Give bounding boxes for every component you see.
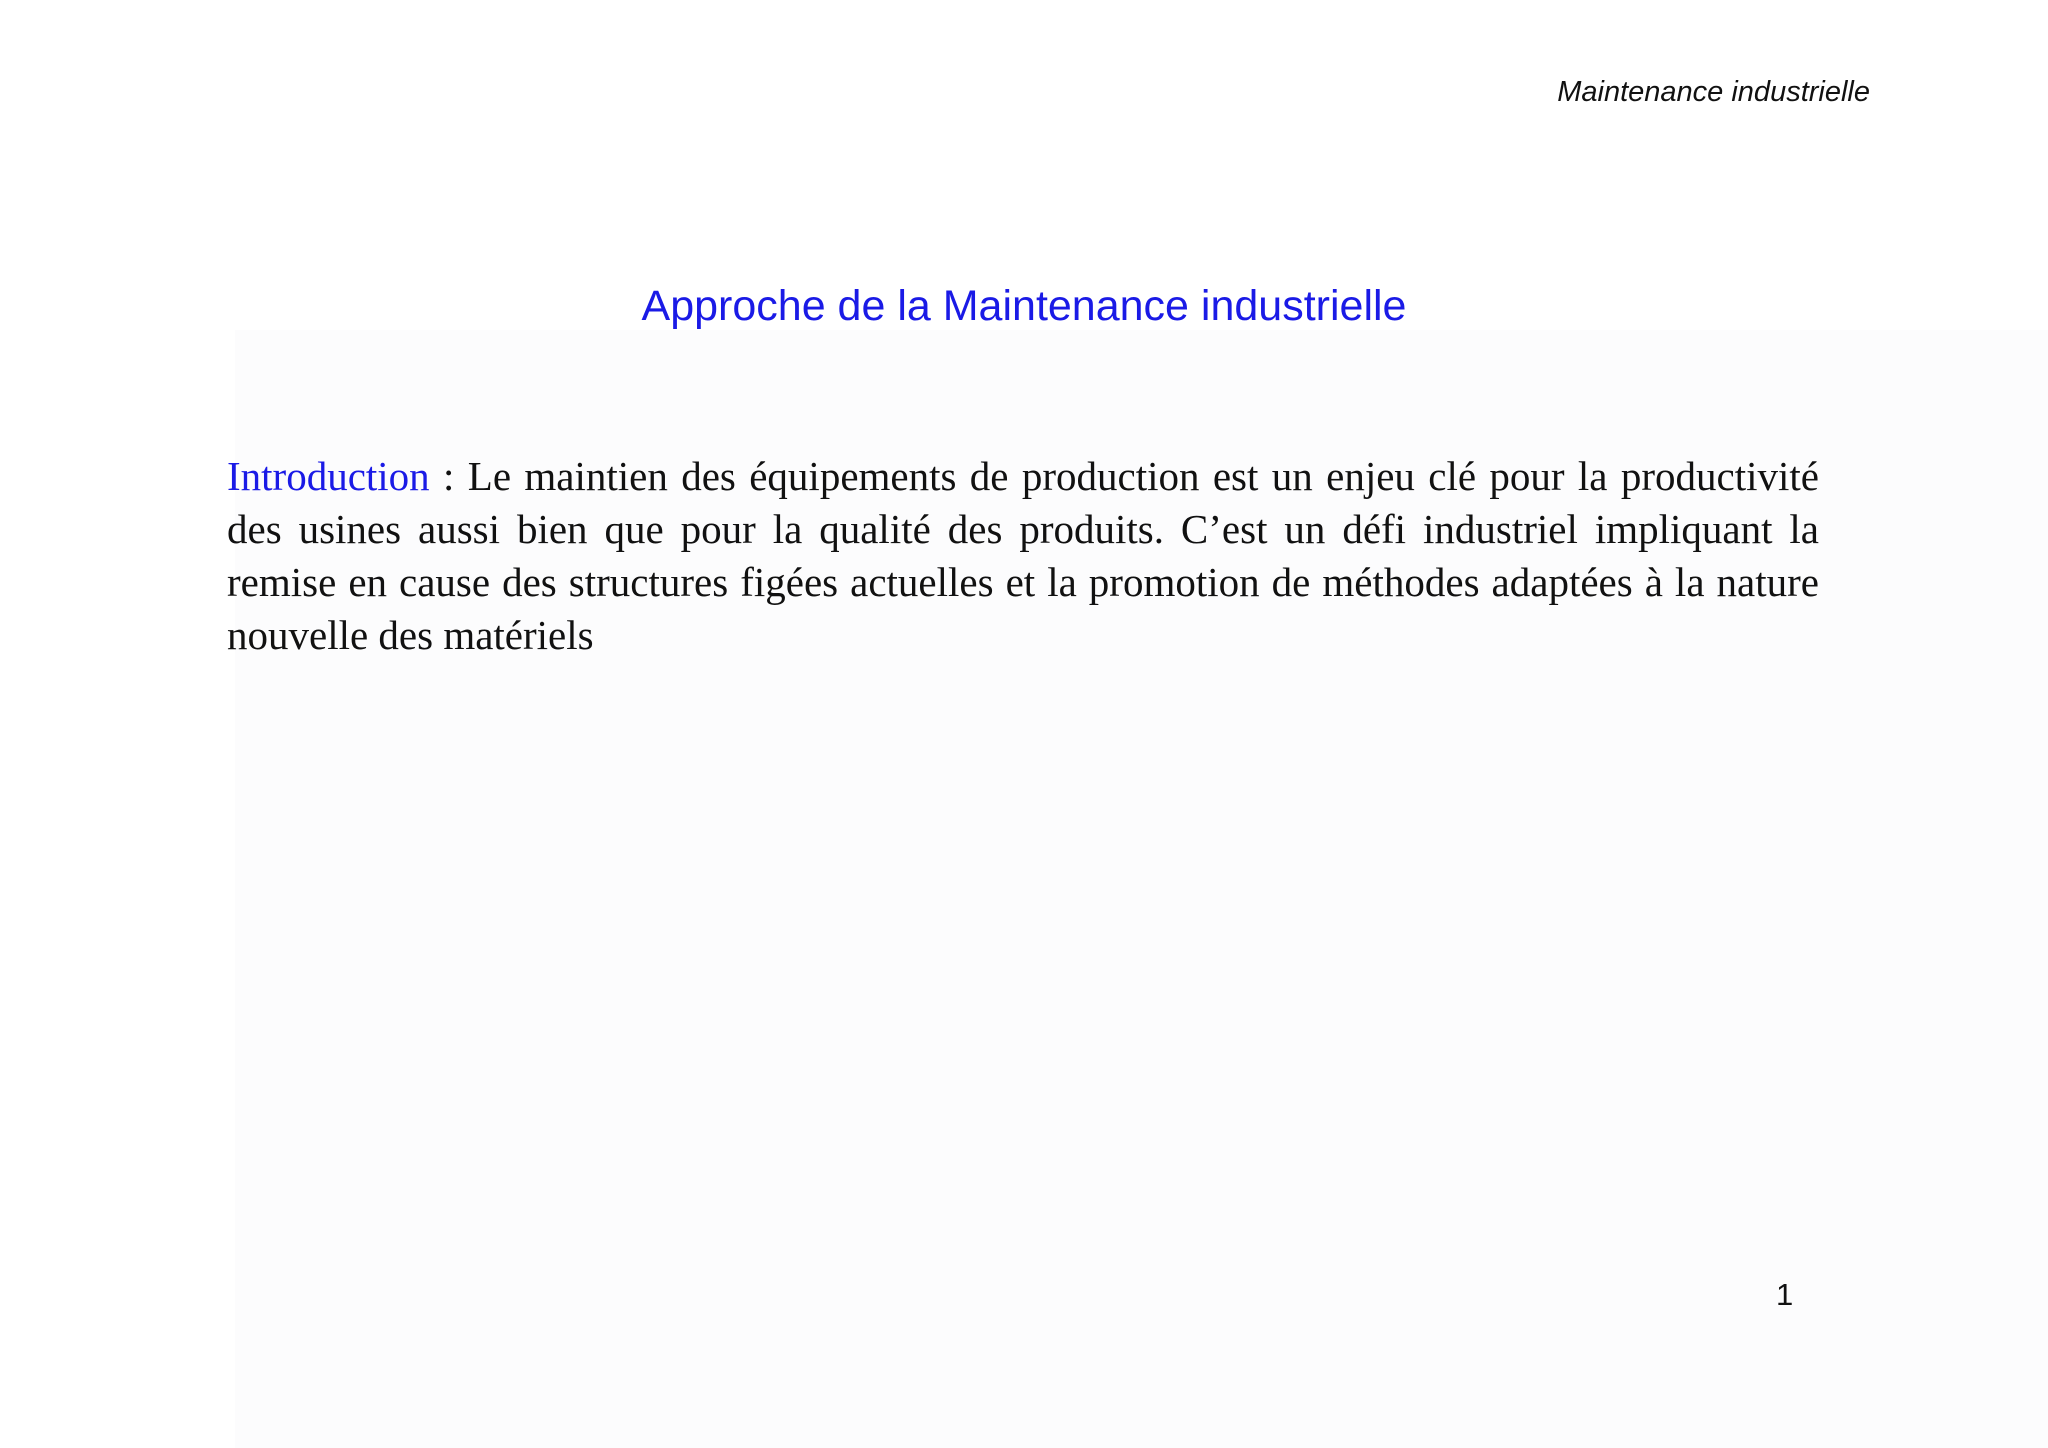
intro-paragraph (227, 450, 1819, 662)
page-title: Approche de la Maintenance industrielle (641, 282, 1407, 330)
intro-separator: : (429, 453, 468, 499)
page-number: 1 (1776, 1277, 1794, 1312)
intro-text: Le maintien des équipements de production est un enjeu clé pour la productivité des usines aussi bien que pour la qualité des produits. C’est un défi industriel impliquant la remise en cause des structures figées actuelles et la promotion de méthodes adaptées à la nature nouvelle des matériels (227, 453, 1819, 658)
running-header: Maintenance industrielle (1557, 76, 1870, 108)
intro-label: Introduction (227, 453, 430, 499)
